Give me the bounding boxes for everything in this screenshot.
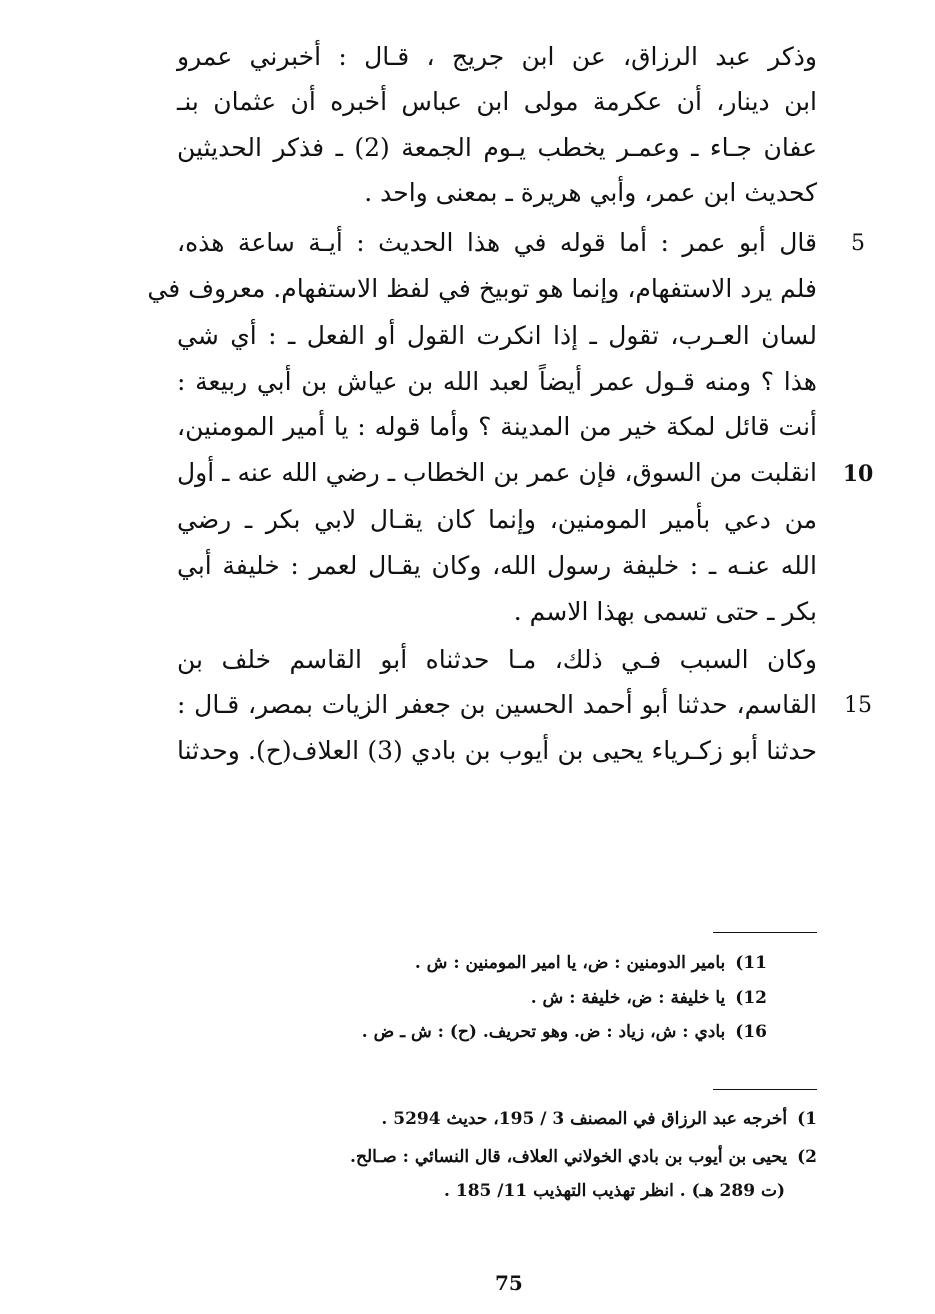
footnote-number: 1) — [797, 1109, 817, 1129]
text-line-6: فلم يرد الاستفهام، وإنما هو توبيخ في لفظ الاستفهام. معروف في — [147, 274, 817, 303]
footnote-continuation — [145, 1179, 785, 1203]
variant-note-text: يا خليفة : ض، خليفة : ش . — [530, 988, 726, 1008]
variant-note — [167, 951, 767, 975]
line-number: 5 — [851, 231, 865, 256]
footnote-number: 2) — [797, 1147, 817, 1167]
text-line-9: أنت قائل لمكة خير من المدينة ؟ وأما قوله : يا أمير المومنين، — [177, 412, 817, 441]
footnote-text: يحيى بن أيوب بن بادي الخولاني العلاف، قال النسائي : صـالح. — [350, 1147, 788, 1167]
variant-note-number: 16) — [735, 1022, 767, 1042]
footnote-text: (ت 289 هـ) . انظر تهذيب التهذيب 11/ 185 . — [444, 1181, 785, 1201]
text-line-7: لسان العـرب، تقول ـ إذا انكرت القول أو الفعل ـ : أي شي — [177, 321, 817, 350]
page-number: 75 — [495, 1271, 523, 1295]
line-number: 10 — [842, 461, 874, 487]
text-line-4: كحديث ابن عمر، وأبي هريرة ـ بمعنى واحد . — [364, 178, 817, 207]
footnote-text: أخرجه عبد الرزاق في المصنف 3 / 195، حديث 5294 . — [381, 1109, 788, 1129]
text-line-12: الله عنـه ـ : خليفة رسول الله، وكان يقـال لعمر : خليفة أبي — [177, 551, 817, 580]
text-line-2: ابن دينار، أن عكرمة مولى ابن عباس أخبره أن عثمان بنـ — [177, 87, 817, 116]
line-number: 15 — [844, 693, 872, 718]
text-line-10: انقلبت من السوق، فإن عمر بن الخطاب ـ رضي الله عنه ـ أول — [177, 458, 817, 487]
variant-note-number: 12) — [735, 988, 767, 1008]
variant-note — [167, 986, 767, 1010]
notes-separator — [713, 932, 817, 933]
text-line-11: من دعي بأمير المومنين، وإنما كان يقـال لابي بكر ـ رضي — [177, 505, 817, 534]
text-line-15: القاسم، حدثنا أبو أحمد الحسين بن جعفر الزيات بمصر، قـال : — [177, 690, 817, 719]
text-line-16: حدثنا أبو زكـرياء يحيى بن أيوب بن بادي (3) العلاف(ح). وحدثنا — [177, 736, 817, 765]
variant-note-text: بامير الدومنين : ض، يا امير المومنين : ش . — [414, 953, 726, 973]
variant-note-text: بادي : ش، زياد : ض. وهو تحريف. (ح) : ش ـ ض . — [361, 1022, 726, 1042]
footnotes-separator — [713, 1089, 817, 1090]
text-line-14: وكان السبب فـي ذلك، مـا حدثناه أبو القاسم خلف بن — [177, 645, 817, 674]
text-line-8: هذا ؟ ومنه قـول عمر أيضاً لعبد الله بن عياش بن أبي ربيعة : — [177, 367, 817, 396]
text-line-3: عفان جـاء ـ وعمـر يخطب يـوم الجمعة (2) ـ فذكر الحديثين — [177, 133, 817, 162]
text-line-13: بكر ـ حتى تسمى بهذا الاسم . — [513, 597, 817, 626]
footnote — [177, 1145, 817, 1169]
text-line-1: وذكر عبد الرزاق، عن ابن جريج ، قـال : أخبرني عمرو — [177, 42, 817, 71]
variant-note — [167, 1020, 767, 1044]
variant-note-number: 11) — [735, 953, 767, 973]
text-line-5: قال أبو عمر : أما قوله في هذا الحديث : أيـة ساعة هذه، — [177, 228, 817, 257]
footnote — [177, 1107, 817, 1131]
